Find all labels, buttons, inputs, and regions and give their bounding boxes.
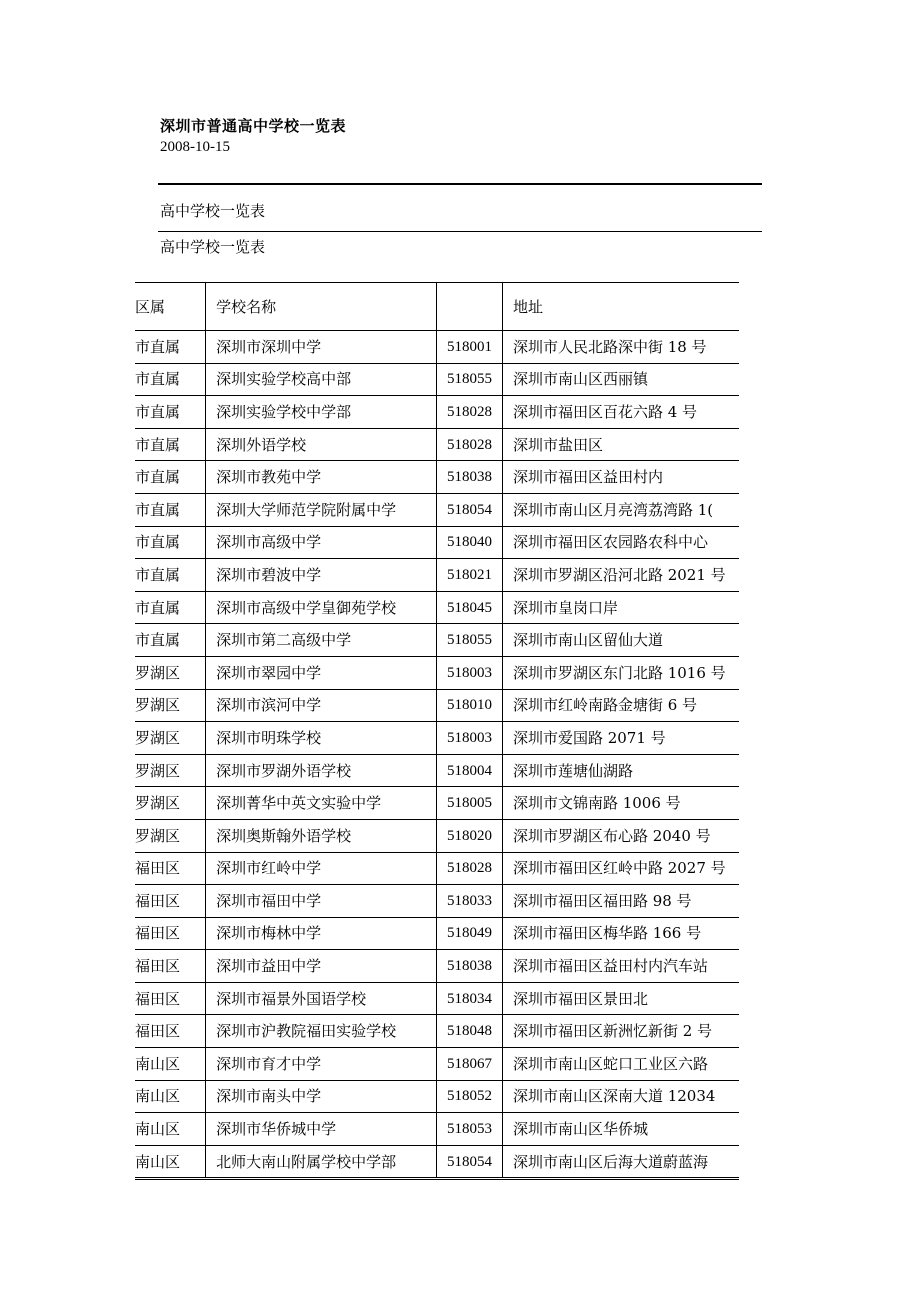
table-row <box>135 787 739 820</box>
header-school-name: 学校名称 <box>206 283 437 331</box>
cell-postcode: 518055 <box>436 363 502 396</box>
cell-address: 深圳市福田区农园路农科中心 <box>502 526 739 559</box>
table-row <box>135 559 739 592</box>
cell-school-name: 深圳市南头中学 <box>206 1080 437 1113</box>
cell-district: 福田区 <box>135 950 206 983</box>
cell-district: 市直属 <box>135 396 206 429</box>
table-row <box>135 722 739 755</box>
table-row <box>135 428 739 461</box>
cell-school-name: 深圳奥斯翰外语学校 <box>206 819 437 852</box>
cell-address: 深圳市福田区红岭中路 2027 号 <box>502 852 739 885</box>
cell-address: 深圳市爱国路 2071 号 <box>502 722 739 755</box>
cell-district: 福田区 <box>135 982 206 1015</box>
cell-district: 市直属 <box>135 526 206 559</box>
table-row <box>135 1080 739 1113</box>
table-row <box>135 885 739 918</box>
cell-district: 罗湖区 <box>135 754 206 787</box>
cell-school-name: 深圳市高级中学皇御苑学校 <box>206 591 437 624</box>
cell-postcode: 518020 <box>436 819 502 852</box>
cell-address: 深圳市南山区留仙大道 <box>502 624 739 657</box>
cell-school-name: 深圳市碧波中学 <box>206 559 437 592</box>
cell-address: 深圳市盐田区 <box>502 428 739 461</box>
subheading-1: 高中学校一览表 <box>160 202 266 220</box>
cell-school-name: 深圳实验学校中学部 <box>206 396 437 429</box>
cell-address: 深圳市莲塘仙湖路 <box>502 754 739 787</box>
cell-school-name: 深圳市益田中学 <box>206 950 437 983</box>
cell-address: 深圳市文锦南路 1006 号 <box>502 787 739 820</box>
cell-address: 深圳市皇岗口岸 <box>502 591 739 624</box>
cell-district: 罗湖区 <box>135 689 206 722</box>
cell-postcode: 518034 <box>436 982 502 1015</box>
table-row <box>135 1015 739 1048</box>
cell-address: 深圳市罗湖区东门北路 1016 号 <box>502 656 739 689</box>
document-date: 2008-10-15 <box>160 139 230 155</box>
cell-postcode: 518038 <box>436 950 502 983</box>
cell-postcode: 518003 <box>436 722 502 755</box>
cell-address: 深圳市福田区梅华路 166 号 <box>502 917 739 950</box>
table-row <box>135 1048 739 1081</box>
table-row <box>135 950 739 983</box>
table-row <box>135 656 739 689</box>
cell-postcode: 518054 <box>436 493 502 526</box>
header-postcode <box>436 283 502 331</box>
cell-school-name: 深圳市深圳中学 <box>206 331 437 364</box>
table-row <box>135 461 739 494</box>
cell-address: 深圳市人民北路深中街 18 号 <box>502 331 739 364</box>
cell-address: 深圳市福田区益田村内汽车站 <box>502 950 739 983</box>
cell-district: 南山区 <box>135 1080 206 1113</box>
cell-school-name: 深圳市育才中学 <box>206 1048 437 1081</box>
cell-district: 市直属 <box>135 331 206 364</box>
subheading-2: 高中学校一览表 <box>160 238 266 256</box>
cell-address: 深圳市罗湖区沿河北路 2021 号 <box>502 559 739 592</box>
table-row <box>135 493 739 526</box>
cell-postcode: 518003 <box>436 656 502 689</box>
cell-address: 深圳市南山区后海大道蔚蓝海 <box>502 1145 739 1179</box>
cell-school-name: 深圳市福景外国语学校 <box>206 982 437 1015</box>
table-row <box>135 1113 739 1146</box>
cell-postcode: 518054 <box>436 1145 502 1179</box>
school-table <box>135 282 739 1180</box>
table-row <box>135 1145 739 1179</box>
cell-district: 市直属 <box>135 559 206 592</box>
divider-top <box>158 183 762 185</box>
table-header-row <box>135 283 739 331</box>
cell-school-name: 深圳市教苑中学 <box>206 461 437 494</box>
cell-postcode: 518028 <box>436 852 502 885</box>
divider-middle <box>158 231 762 232</box>
cell-postcode: 518028 <box>436 428 502 461</box>
cell-school-name: 深圳市华侨城中学 <box>206 1113 437 1146</box>
document-title: 深圳市普通高中学校一览表 <box>160 117 347 135</box>
cell-school-name: 深圳市红岭中学 <box>206 852 437 885</box>
table-row <box>135 396 739 429</box>
cell-address: 深圳市南山区月亮湾荔湾路 1( <box>502 493 739 526</box>
table-row <box>135 917 739 950</box>
cell-postcode: 518052 <box>436 1080 502 1113</box>
cell-school-name: 深圳实验学校高中部 <box>206 363 437 396</box>
table-row <box>135 363 739 396</box>
cell-district: 市直属 <box>135 461 206 494</box>
header-address: 地址 <box>502 283 739 331</box>
cell-district: 南山区 <box>135 1145 206 1179</box>
cell-postcode: 518028 <box>436 396 502 429</box>
cell-school-name: 深圳市明珠学校 <box>206 722 437 755</box>
cell-district: 福田区 <box>135 885 206 918</box>
cell-school-name: 深圳市罗湖外语学校 <box>206 754 437 787</box>
cell-school-name: 北师大南山附属学校中学部 <box>206 1145 437 1179</box>
cell-address: 深圳市福田区百花六路 4 号 <box>502 396 739 429</box>
cell-district: 市直属 <box>135 363 206 396</box>
cell-school-name: 深圳外语学校 <box>206 428 437 461</box>
table-row <box>135 982 739 1015</box>
cell-school-name: 深圳市梅林中学 <box>206 917 437 950</box>
cell-postcode: 518048 <box>436 1015 502 1048</box>
cell-address: 深圳市南山区华侨城 <box>502 1113 739 1146</box>
cell-school-name: 深圳市翠园中学 <box>206 656 437 689</box>
cell-postcode: 518001 <box>436 331 502 364</box>
cell-address: 深圳市南山区深南大道 12034 <box>502 1080 739 1113</box>
cell-postcode: 518040 <box>436 526 502 559</box>
cell-school-name: 深圳大学师范学院附属中学 <box>206 493 437 526</box>
table-row <box>135 624 739 657</box>
cell-school-name: 深圳市福田中学 <box>206 885 437 918</box>
cell-school-name: 深圳市第二高级中学 <box>206 624 437 657</box>
cell-postcode: 518038 <box>436 461 502 494</box>
cell-address: 深圳市南山区蛇口工业区六路 <box>502 1048 739 1081</box>
cell-postcode: 518010 <box>436 689 502 722</box>
cell-district: 南山区 <box>135 1048 206 1081</box>
cell-district: 福田区 <box>135 852 206 885</box>
school-table-viewport <box>135 282 762 1182</box>
table-row <box>135 526 739 559</box>
cell-postcode: 518067 <box>436 1048 502 1081</box>
cell-address: 深圳市福田区新洲忆新街 2 号 <box>502 1015 739 1048</box>
table-row <box>135 852 739 885</box>
cell-district: 罗湖区 <box>135 819 206 852</box>
table-row <box>135 819 739 852</box>
cell-address: 深圳市福田区福田路 98 号 <box>502 885 739 918</box>
cell-address: 深圳市福田区益田村内 <box>502 461 739 494</box>
cell-district: 罗湖区 <box>135 656 206 689</box>
cell-postcode: 518055 <box>436 624 502 657</box>
cell-postcode: 518005 <box>436 787 502 820</box>
header-district: 区属 <box>135 283 206 331</box>
table-row <box>135 754 739 787</box>
cell-school-name: 深圳市滨河中学 <box>206 689 437 722</box>
cell-postcode: 518049 <box>436 917 502 950</box>
cell-school-name: 深圳市沪教院福田实验学校 <box>206 1015 437 1048</box>
cell-school-name: 深圳市高级中学 <box>206 526 437 559</box>
cell-district: 市直属 <box>135 493 206 526</box>
cell-district: 罗湖区 <box>135 722 206 755</box>
cell-district: 市直属 <box>135 428 206 461</box>
cell-address: 深圳市红岭南路金塘街 6 号 <box>502 689 739 722</box>
cell-address: 深圳市福田区景田北 <box>502 982 739 1015</box>
cell-district: 市直属 <box>135 624 206 657</box>
table-row <box>135 331 739 364</box>
cell-district: 南山区 <box>135 1113 206 1146</box>
table-row <box>135 689 739 722</box>
cell-address: 深圳市罗湖区布心路 2040 号 <box>502 819 739 852</box>
cell-postcode: 518021 <box>436 559 502 592</box>
cell-postcode: 518033 <box>436 885 502 918</box>
table-row <box>135 591 739 624</box>
cell-district: 罗湖区 <box>135 787 206 820</box>
cell-district: 福田区 <box>135 917 206 950</box>
cell-postcode: 518045 <box>436 591 502 624</box>
cell-address: 深圳市南山区西丽镇 <box>502 363 739 396</box>
cell-postcode: 518004 <box>436 754 502 787</box>
cell-district: 福田区 <box>135 1015 206 1048</box>
cell-district: 市直属 <box>135 591 206 624</box>
cell-school-name: 深圳菁华中英文实验中学 <box>206 787 437 820</box>
cell-postcode: 518053 <box>436 1113 502 1146</box>
